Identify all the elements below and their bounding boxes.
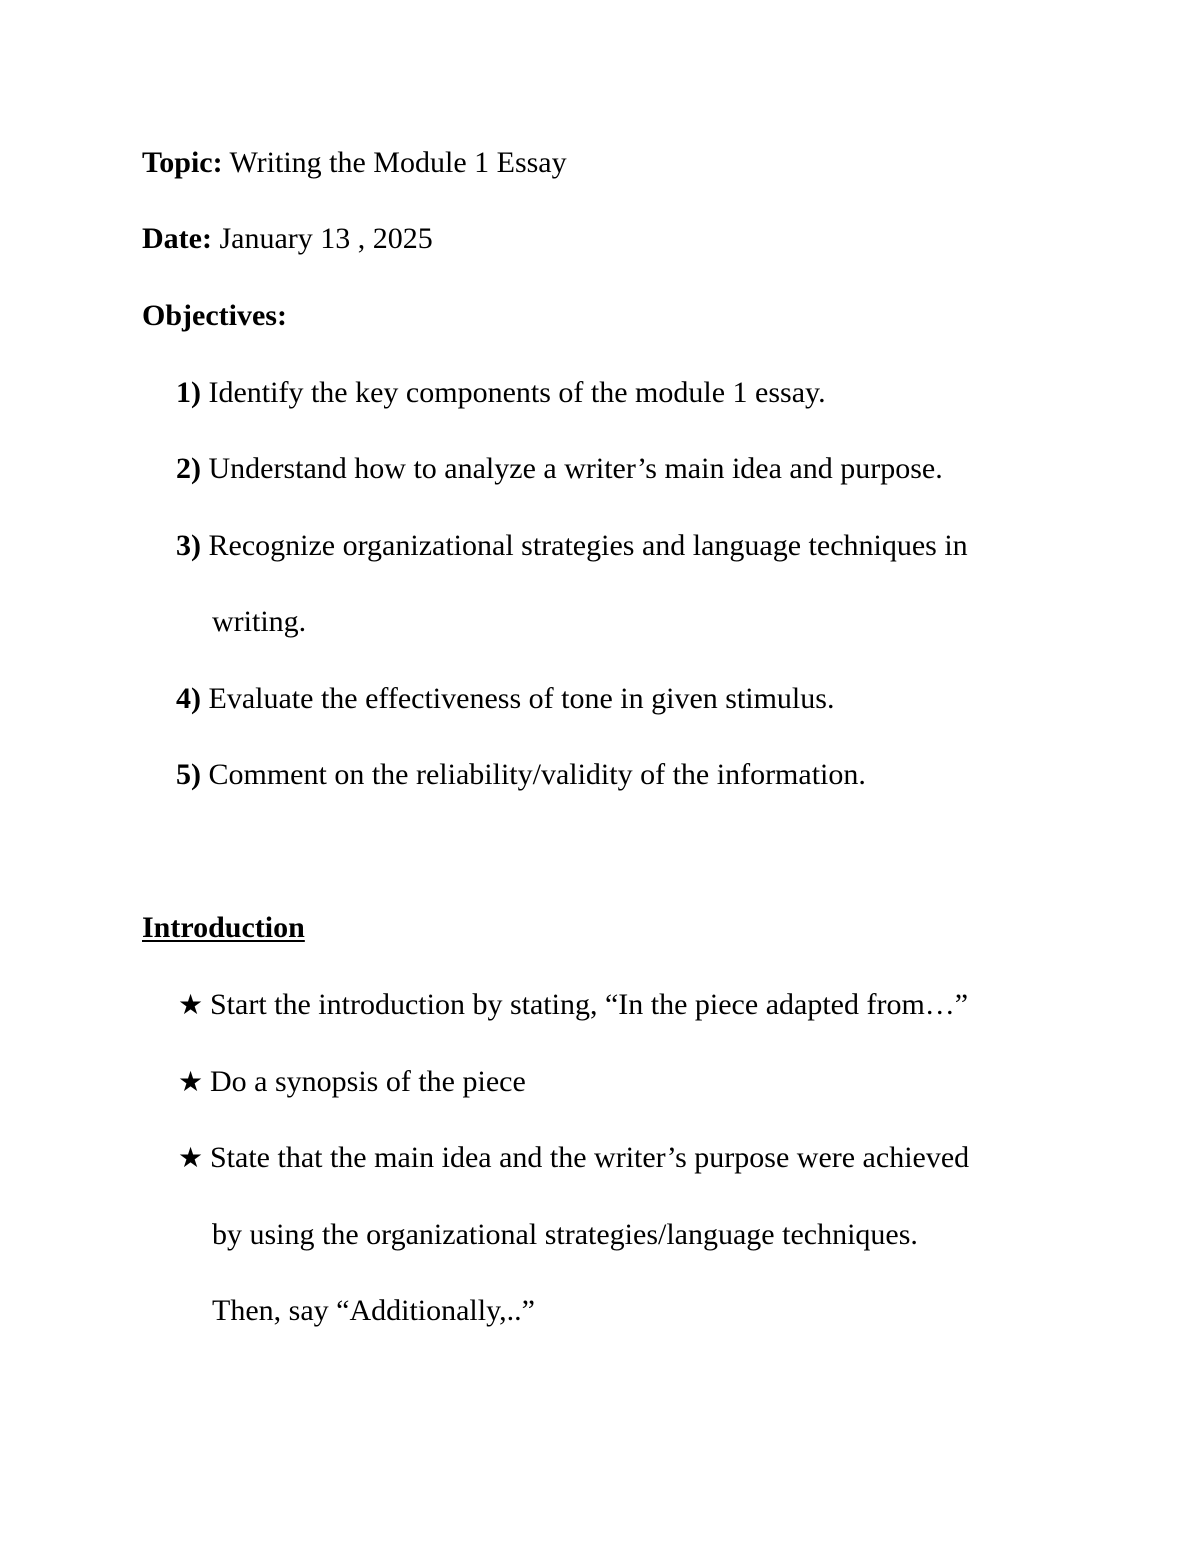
topic-value: Writing the Module 1 Essay (222, 146, 567, 179)
objective-item-3 (176, 531, 968, 561)
intro-bullet-1 (178, 990, 968, 1020)
star-icon: ★ (178, 1065, 204, 1098)
objective-number: 1) (176, 376, 201, 409)
star-icon: ★ (178, 1141, 204, 1174)
objective-item-2 (176, 454, 943, 484)
objective-text: Recognize organizational strategies and language techniques in (201, 529, 968, 562)
objective-number: 2) (176, 452, 201, 485)
bullet-text: Do a synopsis of the piece (210, 1065, 526, 1098)
intro-bullet-2 (178, 1067, 526, 1097)
introduction-heading: Introduction (142, 911, 305, 944)
topic-label: Topic: (142, 146, 223, 179)
objective-item-4 (176, 684, 834, 714)
objective-number: 5) (176, 758, 201, 791)
intro-bullet-3 (178, 1143, 969, 1173)
objective-text: Understand how to analyze a writer’s main idea and purpose. (201, 452, 943, 485)
star-icon: ★ (178, 988, 204, 1021)
bullet-text: Start the introduction by stating, “In the piece adapted from…” (210, 988, 969, 1021)
date-label: Date: (142, 222, 212, 255)
objective-item-5 (176, 760, 866, 790)
objective-item-3-continuation: writing. (212, 605, 307, 638)
date-value: January 13 , 2025 (211, 222, 433, 255)
intro-bullet-3-continuation-2: Then, say “Additionally,..” (212, 1294, 535, 1327)
objective-number: 3) (176, 529, 201, 562)
objective-number: 4) (176, 682, 201, 715)
objective-text: Identify the key components of the module 1 essay. (201, 376, 826, 409)
objective-text: Comment on the reliability/validity of the information. (201, 758, 866, 791)
objective-item-1 (176, 378, 826, 408)
topic-line (142, 148, 567, 178)
date-line (142, 224, 433, 254)
objectives-heading: Objectives: (142, 299, 287, 332)
objective-text: Evaluate the effectiveness of tone in given stimulus. (201, 682, 835, 715)
bullet-text: State that the main idea and the writer’s purpose were achieved (210, 1141, 970, 1174)
intro-bullet-3-continuation-1: by using the organizational strategies/language techniques. (212, 1218, 918, 1251)
